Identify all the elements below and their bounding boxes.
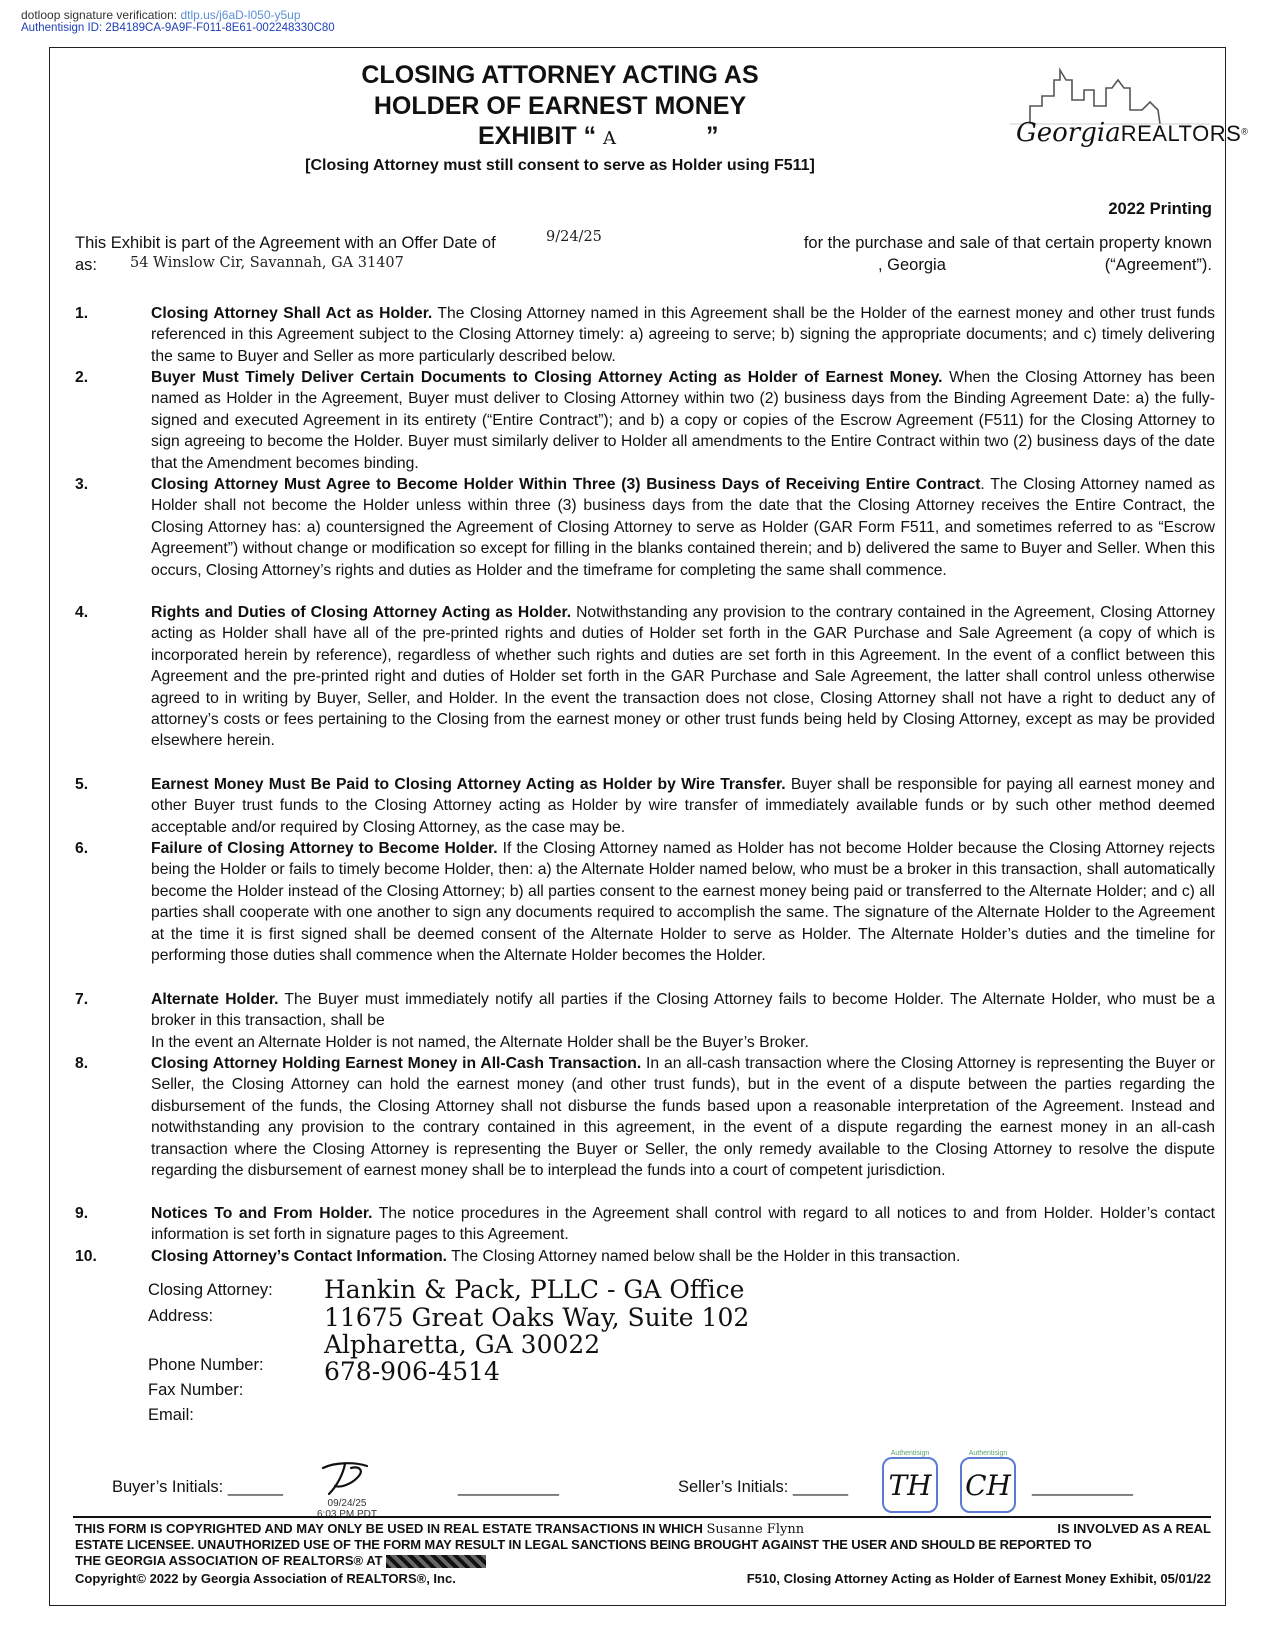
list-item bbox=[75, 303, 1215, 367]
item-heading: Alternate Holder. bbox=[151, 991, 279, 1008]
seller-initials bbox=[678, 1478, 848, 1497]
item-number: 4. bbox=[75, 604, 89, 621]
item-text: The Closing Attorney named below shall be the Holder in this transaction. bbox=[447, 1248, 961, 1265]
seller-initials-stamp-2[interactable] bbox=[960, 1450, 1016, 1513]
item-number: 2. bbox=[75, 369, 89, 386]
list-item bbox=[75, 474, 1215, 581]
redacted-block bbox=[386, 1555, 486, 1568]
item-heading: Buyer Must Timely Deliver Certain Documents to Closing Attorney Acting as Holder of Earnest Money. bbox=[151, 369, 943, 386]
item-heading: Rights and Duties of Closing Attorney Acting as Holder. bbox=[151, 604, 572, 621]
item-heading: Closing Attorney’s Contact Information. bbox=[151, 1248, 448, 1265]
seller-initials-blank-2: ___________ bbox=[1032, 1478, 1133, 1496]
buyer-sign-date: 09/24/25 bbox=[327, 1498, 367, 1509]
buyer-initials bbox=[112, 1478, 283, 1497]
item-heading: Closing Attorney Shall Act as Holder. bbox=[151, 305, 433, 322]
footer-line-1-b: IS INVOLVED AS A REAL bbox=[1057, 1521, 1211, 1536]
title-line-1: CLOSING ATTORNEY ACTING AS bbox=[361, 61, 759, 89]
phone-label: Phone Number: bbox=[148, 1356, 264, 1374]
copyright: Copyright© 2022 by Georgia Association of REALTORS®, Inc. bbox=[75, 1571, 456, 1586]
list-item bbox=[75, 1203, 1215, 1246]
georgia-realtors-logo bbox=[1010, 66, 1248, 161]
exhibit-prefix: EXHIBIT “ bbox=[478, 122, 597, 150]
list-item bbox=[75, 1053, 1215, 1181]
seller-initial-1: TH bbox=[888, 1468, 932, 1502]
seller-initials-label: Seller’s Initials: bbox=[678, 1478, 789, 1496]
list-item bbox=[75, 838, 1215, 966]
licensee-name: Susanne Flynn bbox=[706, 1522, 805, 1537]
buyer-initials-signature[interactable] bbox=[315, 1460, 379, 1496]
buyer-initials-blank-2: ___________ bbox=[458, 1478, 559, 1496]
item-heading: Notices To and From Holder. bbox=[151, 1205, 373, 1222]
item-number: 1. bbox=[75, 305, 89, 322]
as-label: as: bbox=[75, 256, 98, 274]
exhibit-suffix: ” bbox=[705, 122, 719, 150]
list-item bbox=[75, 989, 1215, 1053]
item-heading: Failure of Closing Attorney to Become Holder. bbox=[151, 840, 498, 857]
list-item bbox=[75, 602, 1215, 752]
purchase-text: for the purchase and sale of that certain property known bbox=[803, 234, 1212, 252]
item-text: Buyer shall be responsible for paying all earnest money and other Buyer trust funds to the Closing Attorney acting as Holder by wire transfer of immediately available funds or by such other method deemed acceptable and/or required by Closing Attorney, as the case may be. bbox=[151, 776, 1215, 836]
item-number: 9. bbox=[75, 1205, 89, 1222]
verification-label: dotloop signature verification: bbox=[21, 8, 178, 22]
item-text: When the Closing Attorney has been named as Holder in the Agreement, Buyer must deliver to Closing Attorney within two (2) business days from the Binding Agreement Date: a) the fully-signed and executed Agreement in its entirety (“Entire Contract”); and b) a copy or copies of the Escrow Agreement (F511) for the Closing Attorney to sign agreeing to become the Holder. Buyer must similarly deliver to Holder all amendments to the Entire Contract within two (2) business days of the date that the Amendment becomes binding. bbox=[151, 369, 1215, 472]
offer-date-text: This Exhibit is part of the Agreement with an Offer Date of bbox=[75, 234, 496, 252]
logo-mark: ® bbox=[1241, 126, 1248, 137]
georgia-label: , Georgia bbox=[878, 256, 946, 274]
stamp-caption: Authentisign bbox=[968, 1450, 1008, 1457]
footer-rule bbox=[73, 1516, 1211, 1518]
address-line-1-field[interactable]: 11675 Great Oaks Way, Suite 102 bbox=[324, 1303, 750, 1332]
subtitle: [Closing Attorney must still consent to serve as Holder using F511] bbox=[305, 157, 815, 174]
handwritten-initials-icon bbox=[315, 1460, 379, 1496]
buyer-sign-time: 6:03 PM PDT bbox=[316, 1509, 378, 1520]
footer-line-1-a: THIS FORM IS COPYRIGHTED AND MAY ONLY BE USED IN REAL ESTATE TRANSACTIONS IN WHICH bbox=[75, 1521, 703, 1536]
printing-year: 2022 Printing bbox=[1108, 200, 1212, 218]
address-line-2-field[interactable]: Alpharetta, GA 30022 bbox=[324, 1330, 601, 1359]
item-text-2: In the event an Alternate Holder is not named, the Alternate Holder shall be the Buyer’s Broker. bbox=[151, 1033, 809, 1051]
stamp-caption: Authentisign bbox=[890, 1450, 930, 1457]
item-text: The Closing Attorney named in this Agreement shall be the Holder of the earnest money and other trust funds referenced in this Agreement subject to the Closing Attorney timely: a) agreeing to serve; b) signing the appropriate documents; and c) timely delivering the same to Buyer and Seller as more particularly described below. bbox=[151, 305, 1216, 365]
phone-field[interactable]: 678-906-4514 bbox=[324, 1357, 500, 1386]
item-number: 5. bbox=[75, 776, 89, 793]
verification-link[interactable]: dtlp.us/j6aD-l050-y5up bbox=[180, 8, 301, 22]
item-text: In an all-cash transaction where the Closing Attorney is representing the Buyer or Seller, the Closing Attorney can hold the earnest money (and other trust funds), but in the event of a dispute between the parties regarding the disbursement of the funds, the Closing Attorney shall not disburse the funds based upon a reasonable interpretation of the Agreement. Instead and notwithstanding any provision to the contrary contained in this agreement, in the event of a dispute regarding the earnest money in an all-cash transaction where the Closing Attorney is representing the Buyer or Seller, the only remedy available to the Closing Attorney to resolve the dispute regarding the disbursement of earnest money shall be to interplead the funds into a court of competent jurisdiction. bbox=[151, 1055, 1215, 1180]
seller-initials-stamp-1[interactable] bbox=[882, 1450, 938, 1513]
item-text: The notice procedures in the Agreement shall control with regard to all notices to and from Holder. Holder’s contact information is set forth in signature pages to this Agreement. bbox=[151, 1205, 1216, 1244]
item-text: The Buyer must immediately notify all parties if the Closing Attorney fails to become Holder. The Alternate Holder, who must be a broker in this transaction, shall be bbox=[151, 991, 1216, 1030]
logo-script: Georgia bbox=[1016, 118, 1121, 148]
address-label: Address: bbox=[148, 1307, 214, 1325]
item-heading: Earnest Money Must Be Paid to Closing Attorney Acting as Holder by Wire Transfer. bbox=[151, 776, 786, 793]
list-item bbox=[75, 774, 1215, 838]
property-address-field[interactable]: 54 Winslow Cir, Savannah, GA 31407 bbox=[130, 255, 404, 271]
buyer-initials-blank-1: ______ bbox=[227, 1478, 283, 1496]
skyline-icon bbox=[1010, 66, 1210, 126]
closing-attorney-label: Closing Attorney: bbox=[148, 1281, 273, 1299]
seller-initial-2: CH bbox=[965, 1468, 1011, 1502]
logo-text: REALTORS bbox=[1120, 121, 1242, 146]
item-number: 10. bbox=[75, 1248, 97, 1265]
item-text: If the Closing Attorney named as Holder has not become Holder because the Closing Attorney rejects being the Holder or fails to timely become Holder, then: a) the Alternate Holder named below, who must be a broker in this transaction, shall automatically become the Holder instead of the Closing Attorney; b) all parties consent to the earnest money being paid or transferred to the Alternate Holder; and c) all parties shall cooperate with one another to sign any documents required to accomplish the same. The signature of the Alternate Holder to the Agreement at the time it is first signed shall be deemed consent of the Alternate Holder to serve as Holder. The Alternate Holder’s duties and the timeline for performing those duties shall commence when the Alternate Holder becomes the Holder. bbox=[151, 840, 1216, 965]
footer-line-3 bbox=[75, 1553, 486, 1569]
buyer-initials-label: Buyer’s Initials: bbox=[112, 1478, 224, 1496]
title-line-2: HOLDER OF EARNEST MONEY bbox=[373, 92, 747, 120]
list-item bbox=[75, 1246, 1215, 1267]
exhibit-letter: A bbox=[603, 128, 617, 149]
authentisign-id: Authentisign ID: 2B4189CA-9A9F-F011-8E61-002248330C80 bbox=[21, 22, 335, 34]
footer-line-1 bbox=[75, 1521, 1211, 1538]
footer-line-2: ESTATE LICENSEE. UNAUTHORIZED USE OF THE FORM MAY RESULT IN LEGAL SANCTIONS BEING BROUGHT AGAINST THE USER AND SHOULD BE REPORTED TO bbox=[75, 1537, 1092, 1552]
dotloop-verification bbox=[21, 8, 301, 22]
exhibit-line bbox=[478, 121, 718, 154]
item-text: . The Closing Attorney named as Holder shall not become the Holder unless within three (3) business days from the date that the Closing Attorney receives the Entire Contract, the Closing Attorney has: a) countersigned the Agreement of Closing Attorney to serve as Holder (GAR Form F511, and sometimes referred to as “Escrow Agreement”) without change or modification so except for filling in the blanks contained therein; and b) delivered the same to Buyer and Seller. When this occurs, Closing Attorney’s rights and duties as Holder and the timeframe for completing the same shall commence. bbox=[151, 476, 1215, 579]
form-id: F510, Closing Attorney Acting as Holder of Earnest Money Exhibit, 05/01/22 bbox=[746, 1571, 1211, 1586]
seller-initials-blank-1: ______ bbox=[792, 1478, 849, 1496]
item-heading: Closing Attorney Must Agree to Become Holder Within Three (3) Business Days of Receiving Entire Contract bbox=[151, 476, 981, 493]
item-text: Notwithstanding any provision to the contrary contained in the Agreement, Closing Attorney acting as Holder shall have all of the pre-printed rights and duties of Holder set forth in the GAR Purchase and Sale Agreement (a copy of which is incorporated herein by reference), regardless of whether such rights and duties are set forth in this Agreement. In the event of a conflict between this Agreement and the pre-printed right and duties of Holder set forth in the GAR Purchase and Sale Agreement, the latter shall control unless otherwise agreed to in writing by Buyer, Seller, and Holder. In the event the transaction does not close, Closing Attorney shall not have a right to deduct any of attorney’s costs or fees pertaining to the Closing from the earnest money or other trust funds being held by Closing Attorney, except as may be provided elsewhere herein. bbox=[151, 604, 1215, 750]
item-heading: Closing Attorney Holding Earnest Money in All-Cash Transaction. bbox=[151, 1055, 642, 1072]
item-number: 7. bbox=[75, 991, 89, 1008]
fax-label: Fax Number: bbox=[148, 1381, 244, 1399]
item-number: 3. bbox=[75, 476, 89, 493]
offer-date-field[interactable]: 9/24/25 bbox=[546, 229, 602, 245]
attorney-name-field[interactable]: Hankin & Pack, PLLC - GA Office bbox=[324, 1275, 745, 1304]
footer-line-3-text: THE GEORGIA ASSOCIATION OF REALTORS® AT bbox=[75, 1553, 383, 1568]
agreement-label: (“Agreement”). bbox=[1104, 256, 1212, 274]
item-number: 6. bbox=[75, 840, 89, 857]
list-item bbox=[75, 367, 1215, 474]
email-label: Email: bbox=[148, 1406, 194, 1424]
item-number: 8. bbox=[75, 1055, 89, 1072]
